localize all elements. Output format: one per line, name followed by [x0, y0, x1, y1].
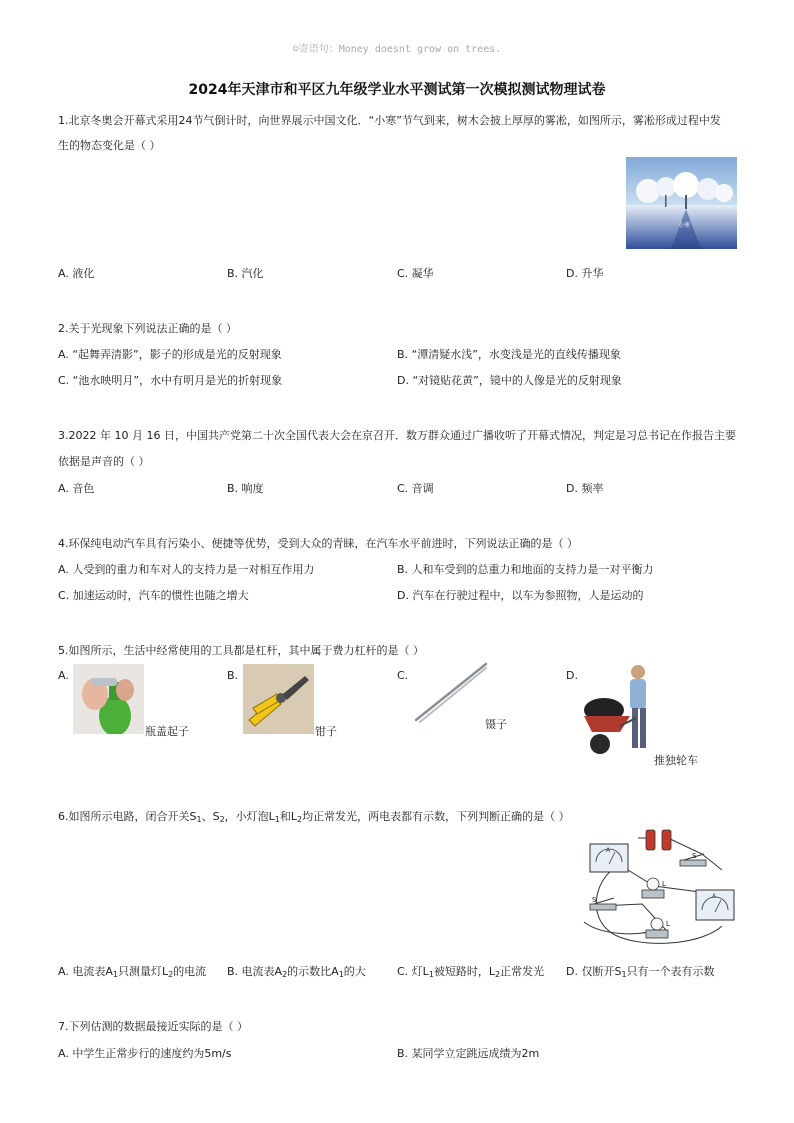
wheelbarrow-image: [580, 660, 660, 768]
q1-option-d: D. 升华: [566, 267, 604, 280]
q7-option-a: A. 中学生正常步行的速度约为5m/s: [58, 1047, 232, 1060]
q3-stem-line1: 3.2022 年 10 月 16 日，中国共产党第二十次全国代表大会在京召开．数万群众通过广播收听了开幕式情况，判定是习总书记在作报告主要: [58, 429, 736, 442]
circuit-diagram: [582, 826, 740, 948]
q4-option-b: B. 人和车受到的总重力和地面的支持力是一对平衡力: [397, 563, 654, 576]
page-title: 2024年天津市和平区九年级学业水平测试第一次模拟测试物理试卷: [188, 82, 606, 98]
q6-stem: 6.如图所示电路，闭合开关$S_1$、$S_2$，小灯泡$L_1$和$L_2$均正常发光，两电表都有示数，下列判断正确的是（ ）: [58, 810, 570, 824]
q2-option-c: C. “池水映明月”，水中有明月是光的折射现象: [58, 374, 283, 387]
q6-option-a: A. 电流表$A_1$只测量灯$L_2$的电流: [58, 965, 207, 979]
q1-stem-line2: 生的物态变化是（ ）: [58, 139, 161, 152]
bottle-opener-image: [73, 664, 144, 734]
q3-stem-line2: 依据是声音的（ ）: [58, 455, 150, 468]
q6-option-d: D. 仅断开$S_1$只有一个表有示数: [566, 965, 715, 979]
q1-option-a: A. 液化: [58, 267, 95, 280]
q1-option-c: C. 凝华: [397, 267, 434, 280]
q7-option-b: B. 某同学立定跳远成绩为2m: [397, 1047, 540, 1060]
switch-s1-label: S: [592, 896, 597, 904]
q6-option-c: C. 灯$L_1$被短路时，$L_2$正常发光: [397, 965, 545, 979]
q5-stem: 5.如图所示，生活中经常使用的工具都是杠杆，其中属于费力杠杆的是（ ）: [58, 644, 424, 657]
q5-label-c: 镊子: [485, 718, 507, 731]
q3-option-a: A. 音色: [58, 482, 95, 495]
lamp-l2-label: L: [666, 920, 670, 928]
q2-option-a: A. “起舞弄清影”，影子的形成是光的反射现象: [58, 348, 282, 361]
q5-letter-b: B.: [227, 669, 239, 682]
q3-option-d: D. 频率: [566, 482, 604, 495]
q5-letter-d: D.: [566, 669, 578, 682]
q5-label-a: 瓶盖起子: [145, 725, 189, 738]
q3-option-b: B. 响度: [227, 482, 264, 495]
q1-frost-image: [626, 157, 737, 249]
q6-option-b: B. 电流表$A_2$的示数比$A_1$的大: [227, 965, 366, 979]
motto-text: ☺寄语句：Money doesnt grow on trees.: [292, 44, 502, 55]
q3-option-c: C. 音调: [397, 482, 434, 495]
q2-stem: 2.关于光现象下列说法正确的是（ ）: [58, 322, 237, 335]
q4-stem: 4.环保纯电动汽车具有污染小、便捷等优势，受到大众的青睐，在汽车水平前进时，下列说法正确的是（ ）: [58, 537, 578, 550]
tweezers-image: [410, 660, 490, 725]
q1-option-b: B. 汽化: [227, 267, 264, 280]
q1-stem-line1: 1.北京冬奥会开幕式采用24节气倒计时，向世界展示中国文化．“小寒”节气到来，树木会披上厚厚的雾凇，如图所示，雾凇形成过程中发: [58, 114, 721, 127]
q5-label-b: 钳子: [315, 725, 337, 738]
switch-s2-label: S: [692, 852, 697, 860]
q4-option-a: A. 人受到的重力和车对人的支持力是一对相互作用力: [58, 563, 315, 576]
pliers-image: [243, 664, 314, 734]
q2-option-b: B. “潭清疑水浅”，水变浅是光的直线传播现象: [397, 348, 621, 361]
lamp-l1-label: L: [662, 880, 666, 888]
q5-label-d: 推独轮车: [654, 754, 698, 767]
q5-letter-a: A.: [58, 669, 69, 682]
q7-stem: 7.下列估测的数据最接近实际的是（ ）: [58, 1020, 248, 1033]
q2-option-d: D. “对镜贴花黄”，镜中的人像是光的反射现象: [397, 374, 622, 387]
ammeter-1-label: A: [606, 847, 611, 854]
q1-image-caption: 小寒: [678, 222, 691, 229]
q5-letter-c: C.: [397, 669, 409, 682]
ammeter-2-label: A: [712, 893, 717, 900]
q4-option-d: D. 汽车在行驶过程中，以车为参照物，人是运动的: [397, 589, 644, 602]
q4-option-c: C. 加速运动时，汽车的惯性也随之增大: [58, 589, 249, 602]
